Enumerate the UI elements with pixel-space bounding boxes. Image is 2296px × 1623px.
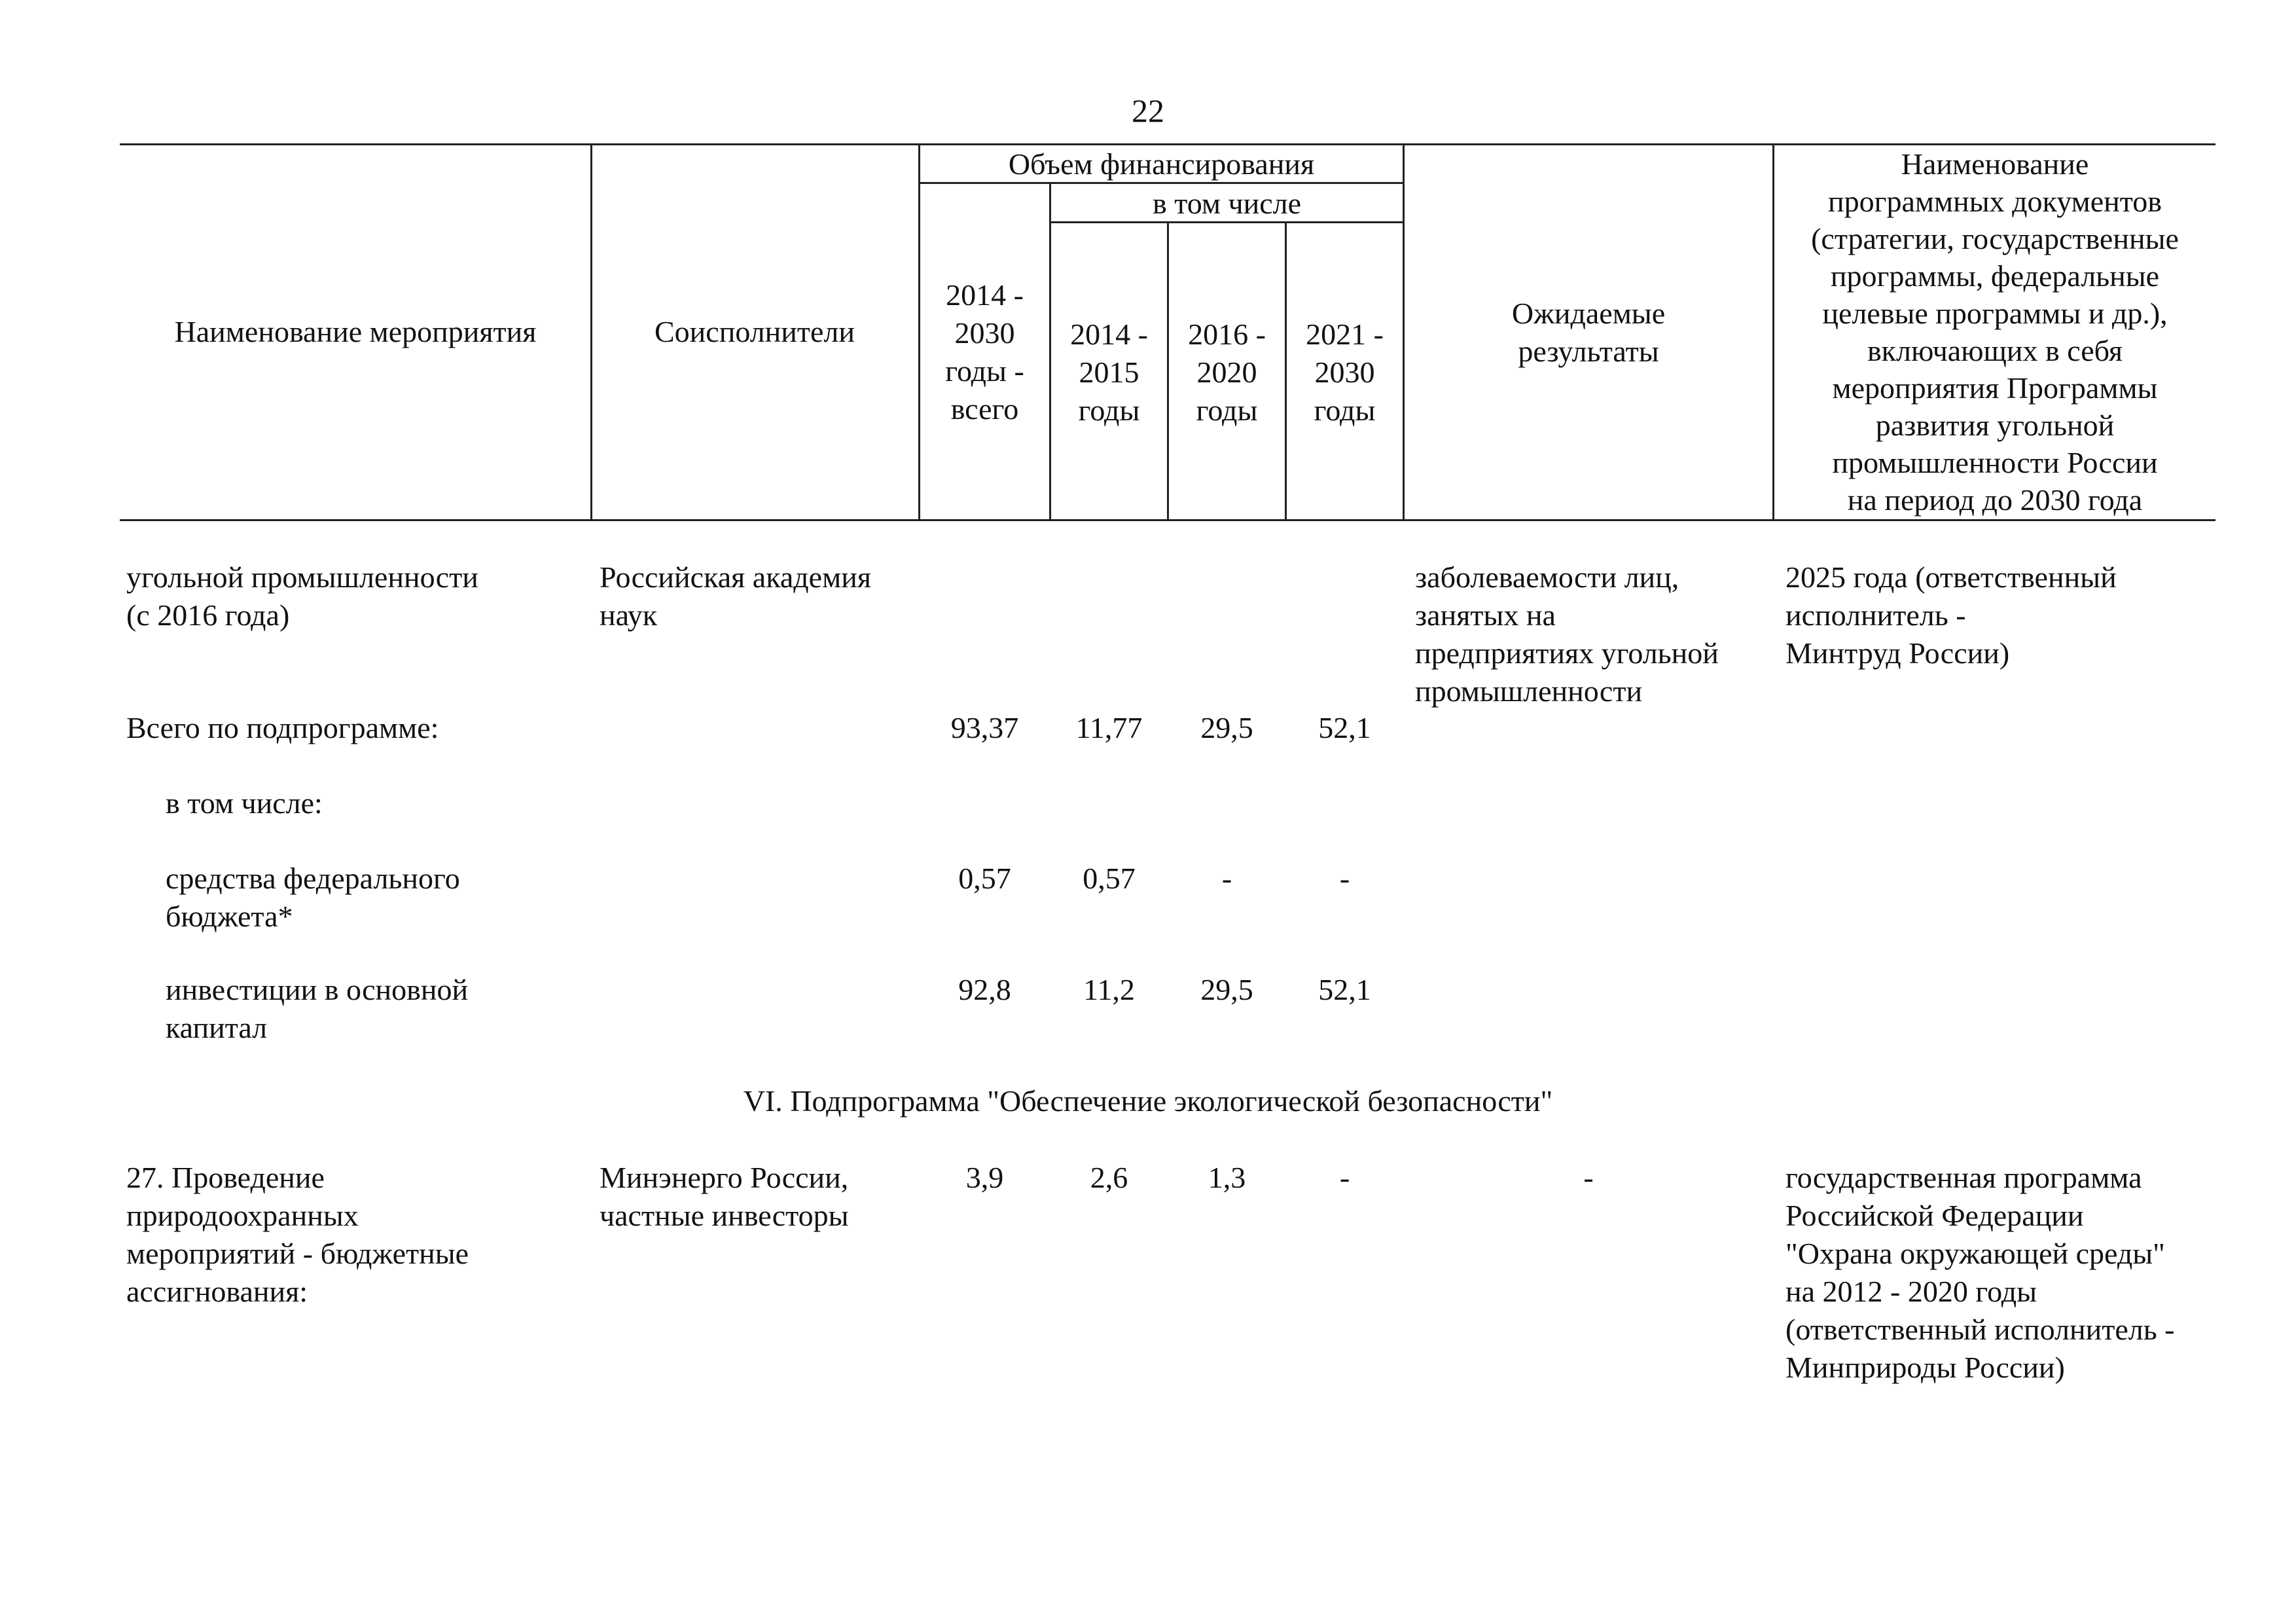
document-line: на 2012 - 2020 годы — [1785, 1275, 2037, 1308]
header-results-line: Ожидаемые — [1511, 297, 1666, 330]
totals-value: 52,1 — [1318, 711, 1371, 744]
header-2016-line: 2016 - — [1188, 318, 1266, 351]
capital-investment-value: 52,1 — [1318, 973, 1371, 1006]
header-including: в том числе — [1153, 187, 1301, 220]
totals-value: 11,77 — [1075, 711, 1143, 744]
result-line: заболеваемости лиц, — [1415, 560, 1679, 594]
header-docs-line: программных документов — [1828, 185, 2162, 218]
coexecutor-line: Российская академия — [600, 560, 871, 594]
header-docs-line: на период до 2030 года — [1847, 483, 2143, 517]
header-docs-line: Наименование — [1901, 147, 2089, 181]
header-coexecutors: Соисполнители — [654, 315, 855, 348]
header-2016-line: 2020 — [1196, 356, 1257, 389]
document-line: Минприроды России) — [1785, 1351, 2065, 1384]
coexecutor-line: частные инвесторы — [600, 1199, 849, 1232]
header-docs-line: включающих в себя — [1867, 334, 2123, 367]
capital-investment-value: 92,8 — [958, 973, 1011, 1006]
col-divider-1 — [590, 143, 592, 520]
header-total-line: всего — [950, 392, 1019, 426]
event-name-line: природоохранных — [126, 1199, 359, 1232]
including-label: в том числе: — [166, 786, 323, 820]
header-2021-line: 2030 — [1314, 356, 1375, 389]
federal-budget-value: - — [1339, 862, 1350, 895]
result-line: предприятиях угольной — [1415, 636, 1719, 670]
header-docs-line: программы, федеральные — [1830, 259, 2160, 293]
event-name-line: мероприятий - бюджетные — [126, 1237, 469, 1270]
coexecutor-line: Минэнерго России, — [600, 1161, 849, 1194]
document-line: 2025 года (ответственный — [1785, 560, 2117, 594]
document-line: Российской Федерации — [1785, 1199, 2084, 1232]
result-line: промышленности — [1415, 674, 1643, 708]
document-line: "Охрана окружающей среды" — [1785, 1237, 2165, 1270]
document-line: исполнитель - — [1785, 598, 1966, 632]
coexecutor-line: наук — [600, 598, 658, 632]
document-line: государственная программа — [1785, 1161, 2142, 1194]
totals-value: 29,5 — [1200, 711, 1253, 744]
event-name-line: угольной промышленности — [126, 560, 478, 594]
header-funding-title: Объем финансирования — [1008, 147, 1315, 181]
header-docs-line: промышленности России — [1832, 446, 2158, 479]
federal-budget-value: 0,57 — [958, 862, 1011, 895]
event-name-line: (с 2016 года) — [126, 598, 290, 632]
federal-budget-label-line: средства федерального — [166, 862, 460, 895]
funding-value: 1,3 — [1208, 1161, 1246, 1194]
totals-value: 93,37 — [950, 711, 1019, 744]
funding-value: 3,9 — [965, 1161, 1004, 1194]
header-docs-line: (стратегии, государственные — [1811, 222, 2179, 255]
capital-investment-label-line: капитал — [166, 1011, 268, 1044]
funding-value: 2,6 — [1090, 1161, 1128, 1194]
page-number: 22 — [1132, 92, 1164, 129]
header-docs-line: мероприятия Программы — [1832, 371, 2158, 405]
funding-value: - — [1339, 1161, 1350, 1194]
header-docs-line: целевые программы и др.), — [1822, 297, 2168, 330]
federal-budget-value: - — [1221, 862, 1232, 895]
header-2014-line: годы — [1078, 393, 1140, 427]
header-total-line: 2014 - — [946, 278, 1024, 312]
expected-result: - — [1583, 1161, 1594, 1194]
header-docs-line: развития угольной — [1875, 409, 2115, 442]
federal-budget-label-line: бюджета* — [166, 900, 293, 933]
header-2021-line: годы — [1314, 393, 1376, 427]
document-line: Минтруд России) — [1785, 636, 2010, 670]
header-results-line: результаты — [1518, 335, 1659, 368]
event-name-line: ассигнования: — [126, 1275, 308, 1308]
header-2014-line: 2015 — [1079, 356, 1139, 389]
header-2014-line: 2014 - — [1070, 318, 1148, 351]
totals-label: Всего по подпрограмме: — [126, 711, 439, 744]
document-line: (ответственный исполнитель - — [1785, 1313, 2175, 1346]
header-total-line: годы - — [945, 354, 1024, 388]
capital-investment-label-line: инвестиции в основной — [166, 973, 469, 1006]
header-2016-line: годы — [1196, 393, 1258, 427]
section-title: VI. Подпрограмма "Обеспечение экологической безопасности" — [743, 1084, 1553, 1118]
header-total-line: 2030 — [954, 316, 1015, 350]
capital-investment-value: 11,2 — [1083, 973, 1135, 1006]
event-name-line: 27. Проведение — [126, 1161, 325, 1194]
capital-investment-value: 29,5 — [1200, 973, 1253, 1006]
result-line: занятых на — [1415, 598, 1556, 632]
header-event-name: Наименование мероприятия — [174, 315, 537, 348]
federal-budget-value: 0,57 — [1083, 862, 1136, 895]
header-2021-line: 2021 - — [1306, 318, 1384, 351]
